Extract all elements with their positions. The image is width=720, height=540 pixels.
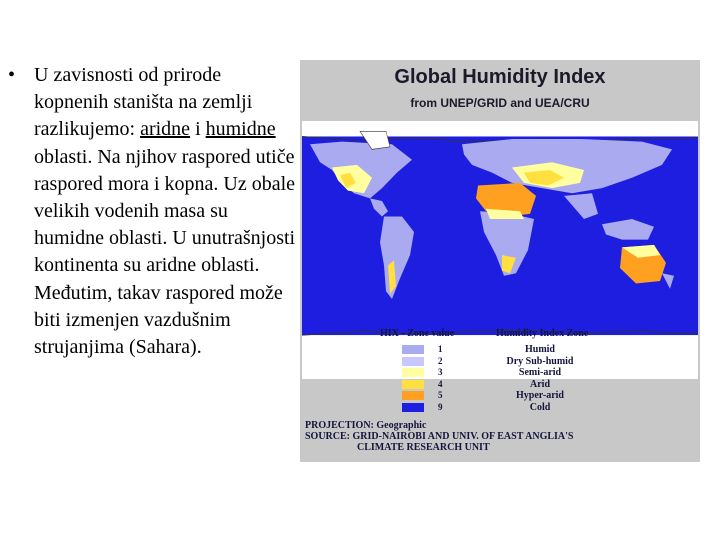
legend-value: 1	[438, 344, 443, 354]
legend-row	[300, 367, 700, 379]
text-before: U zavisnosti od prirode kopnenih staništa na zemlji razlikujemo:	[34, 64, 253, 141]
text-conj: i	[190, 118, 206, 141]
legend-swatch	[402, 345, 424, 354]
legend-value: 5	[438, 390, 443, 400]
legend-value: 3	[438, 367, 443, 377]
legend-row	[300, 390, 700, 402]
bullet-paragraph	[34, 62, 300, 361]
arctic-ice	[302, 121, 698, 136]
source-note: SOURCE: GRID-NAIROBI AND UNIV. OF EAST ANGLIA'S	[305, 431, 574, 442]
legend-row	[300, 379, 700, 391]
slide-text	[8, 62, 300, 361]
legend-swatch	[402, 368, 424, 377]
legend-value: 2	[438, 355, 443, 366]
legend-swatch	[402, 391, 424, 400]
legend-swatch	[402, 403, 424, 412]
projection-note: PROJECTION: Geographic	[305, 420, 427, 431]
legend-zone-name: Hyper-arid	[516, 390, 564, 401]
text-after: oblasti. Na njihov raspored utiče raspored mora i kopna. Uz obale velikih vodenih masa su humidne oblasti. U unutrašnjosti kontinenta su aridne oblasti. Međutim, takav raspored može biti izmenjen vazdušnim strujanjima (Sahara).	[34, 145, 296, 359]
map-credits	[305, 420, 573, 453]
legend-zone-name: Arid	[530, 378, 550, 390]
term-humidne: humidne	[205, 118, 276, 141]
legend-zone-name: Cold	[529, 401, 551, 413]
legend-row	[300, 356, 700, 368]
bullet-item	[8, 62, 300, 361]
legend-value: 9	[438, 401, 443, 412]
legend-value-header: HIX - Zone value	[380, 328, 455, 339]
legend-zone-header: Humidity Index Zone	[496, 328, 589, 339]
legend-swatch	[402, 380, 424, 389]
legend-value: 4	[438, 378, 443, 389]
legend-zone-name: Humid	[524, 344, 555, 355]
bullet-marker: •	[8, 64, 16, 86]
figure-title: Global Humidity Index	[394, 66, 606, 88]
source-note-cont: CLIMATE RESEARCH UNIT	[357, 442, 490, 453]
legend-zone-name: Semi-arid	[518, 367, 562, 378]
legend-swatch	[402, 357, 424, 366]
legend-zone-name: Dry Sub-humid	[506, 355, 574, 367]
world-map	[302, 121, 698, 379]
legend-row	[300, 402, 700, 414]
humidity-map-figure	[300, 60, 700, 462]
figure-subtitle: from UNEP/GRID and UEA/CRU	[410, 96, 590, 110]
term-aridne: aridne	[140, 118, 191, 141]
legend-row	[300, 344, 700, 356]
